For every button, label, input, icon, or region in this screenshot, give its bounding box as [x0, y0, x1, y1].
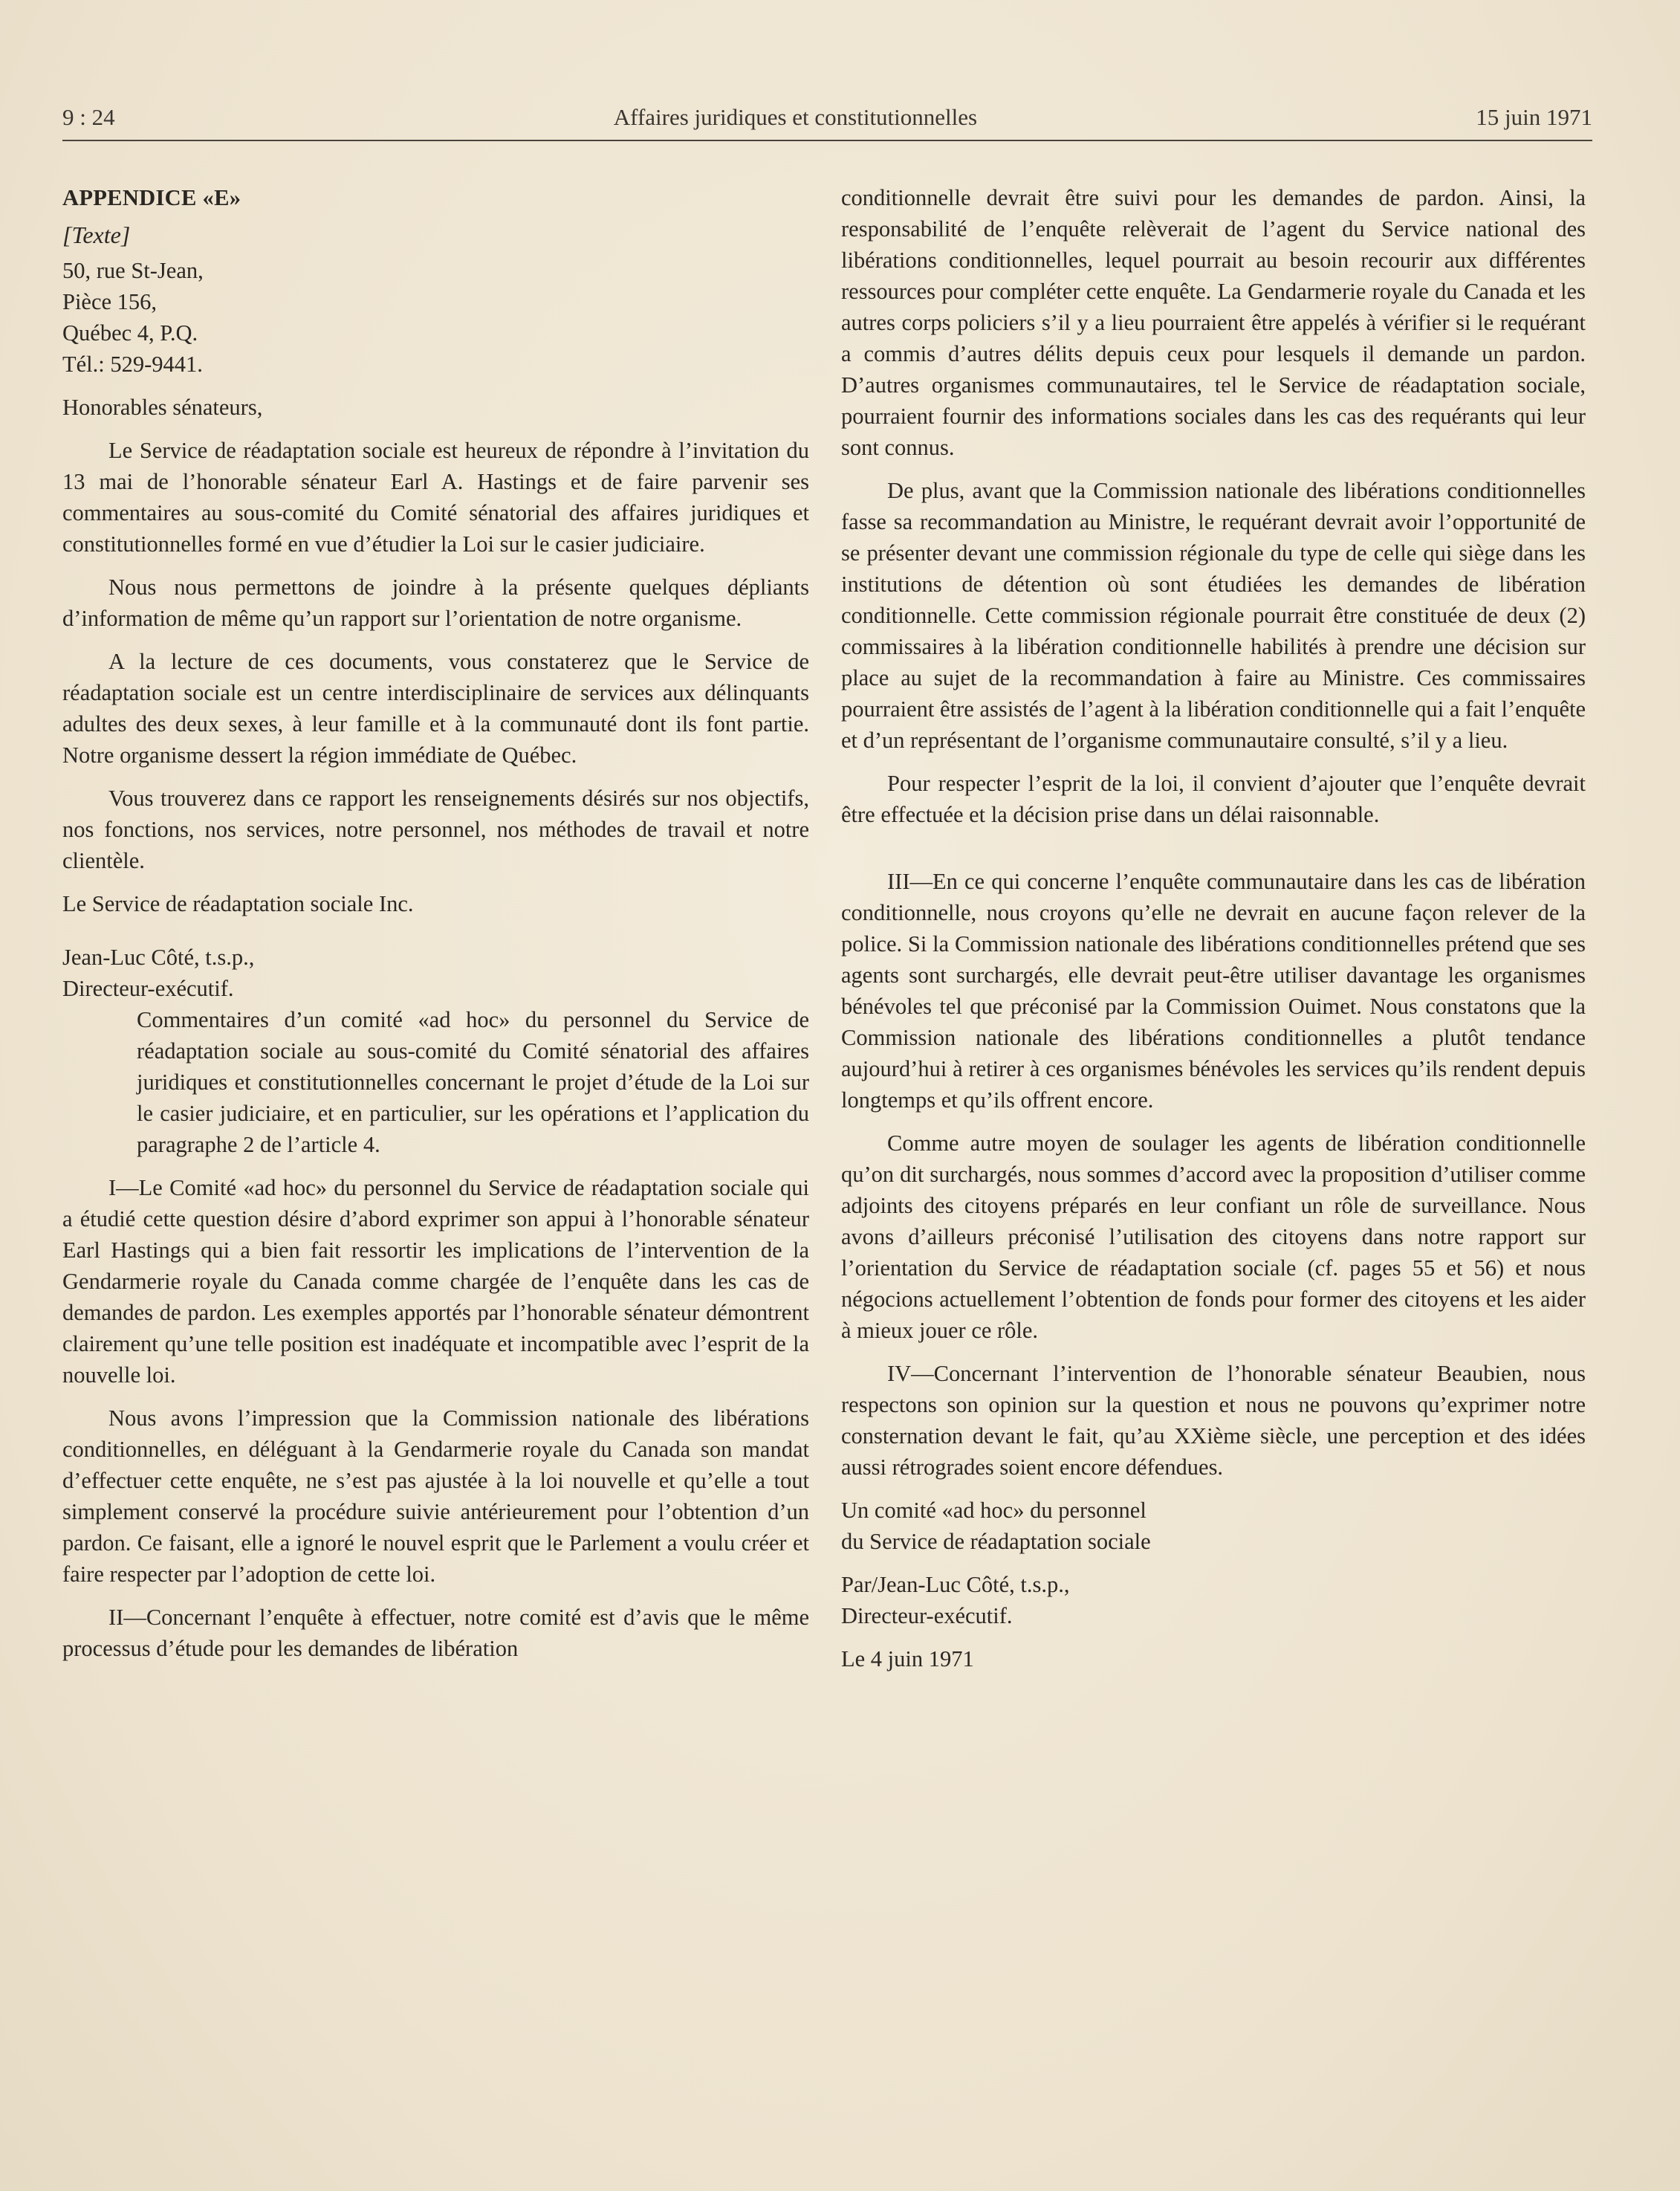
commentary-heading: Commentaires d’un comité «ad hoc» du personnel du Service de réadaptation sociale au sous-comité du Comité sénatorial des affaires juridiques et constitutionnelles concernant le projet d’étude de la Loi sur le casier judiciaire, et en particulier, sur les opérations et l’application du paragraphe 2 de l’article 4.: [137, 1007, 809, 1157]
closing-title: Directeur-exécutif.: [841, 1603, 1013, 1628]
address-line: 50, rue St-Jean,: [62, 258, 204, 283]
paragraph: II—Concernant l’enquête à effectuer, notre comité est d’avis que le même processus d’étude pour les demandes de libération: [62, 1605, 809, 1661]
paragraph: Le Service de réadaptation sociale est heureux de répondre à l’invitation du 13 mai de l’honorable sénateur Earl A. Hastings et de faire parvenir ses commentaires au sous-comité du Comité sénatorial des affaires juridiques et constitutionnelles formé en vue d’étudier la Loi sur le casier judiciaire.: [62, 438, 809, 557]
paragraph: Nous nous permettons de joindre à la présente quelques dépliants d’information de même qu’un rapport sur l’orientation de notre organisme.: [62, 575, 809, 631]
paragraph: A la lecture de ces documents, vous constaterez que le Service de réadaptation sociale est un centre interdisciplinaire de services aux délinquants adultes des deux sexes, à leur famille et à la communauté dont ils font partie. Notre organisme dessert la région immédiate de Québec.: [62, 649, 809, 768]
texte-label: [Texte]: [62, 221, 131, 248]
signer-name: Jean-Luc Côté, t.s.p.,: [62, 945, 255, 970]
closing-line: Un comité «ad hoc» du personnel: [841, 1498, 1147, 1523]
right-column: [841, 182, 1586, 1674]
paragraph: conditionnelle devrait être suivi pour les demandes de pardon. Ainsi, la responsabilité de l’enquête relèverait de l’agent du Service national des libérations conditionnelles, lequel pourrait au besoin recourir aux différentes ressources pour compléter cette enquête. La Gendarmerie royale du Canada et les autres corps policiers s’il y a lieu pourraient être appelés à vérifier si le requérant a commis d’autres délits depuis ceux pour lesquels il demande un pardon. D’autres organismes communautaires, tel le Service de réadaptation sociale, pourraient fournir des informations sociales dans les cas des requérants qui leur sont connus.: [841, 185, 1586, 460]
closing-signer: Par/Jean-Luc Côté, t.s.p.,: [841, 1572, 1070, 1597]
salutation: Honorables sénateurs,: [62, 395, 263, 420]
appendix-title: APPENDICE «E»: [62, 185, 241, 210]
address-line: Pièce 156,: [62, 289, 158, 314]
address-block: [62, 255, 809, 380]
closing-line: du Service de réadaptation sociale: [841, 1529, 1151, 1554]
running-title: Affaires juridiques et constitutionnelles: [613, 104, 978, 130]
paragraph: I—Le Comité «ad hoc» du personnel du Service de réadaptation sociale qui a étudié cette question désire d’abord exprimer son appui à l’honorable sénateur Earl Hastings qui a bien fait ressortir les implications de l’intervention de la Gendarmerie royale du Canada comme chargée de l’enquête dans les cas de demandes de pardon. Les exemples apportés par l’honorable sénateur démontrent clairement qu’une telle position est inadéquate et incompatible avec l’esprit de la nouvelle loi.: [62, 1175, 809, 1388]
page-number: 9 : 24: [62, 104, 115, 130]
paragraph: III—En ce qui concerne l’enquête communautaire dans les cas de libération conditionnelle, nous croyons qu’elle ne devrait en aucune façon relever de la police. Si la Commission nationale des libérations conditionnelles prétend que ses agents sont surchargés, elle devrait peut-être utiliser davantage les organismes bénévoles tel que préconisé par la Commission Ouimet. Nous constatons que la Commission nationale des libérations conditionnelles a plutôt tendance aujourd’hui à retirer à ces organismes bénévoles les services qu’ils rendent depuis longtemps et qu’ils offrent encore.: [841, 869, 1586, 1113]
address-line: Québec 4, P.Q.: [62, 320, 198, 346]
header-date: 15 juin 1971: [1476, 104, 1592, 130]
left-column: [62, 182, 809, 1664]
paragraph: Pour respecter l’esprit de la loi, il convient d’ajouter que l’enquête devrait être effectuée et la décision prise dans un délai raisonnable.: [841, 771, 1586, 827]
closing-date: Le 4 juin 1971: [841, 1646, 974, 1671]
signer-title: Directeur-exécutif.: [62, 976, 234, 1001]
paragraph: Comme autre moyen de soulager les agents de libération conditionnelle qu’on dit surchargés, nous sommes d’accord avec la proposition d’utiliser comme adjoints des citoyens préparés en leur confiant un rôle de surveillance. Nous avons d’ailleurs préconisé l’utilisation des citoyens dans notre rapport sur l’orientation du Service de réadaptation sociale (cf. pages 55 et 56) et nous négocions actuellement l’obtention de fonds pour former des citoyens et les aider à mieux jouer ce rôle.: [841, 1130, 1586, 1343]
paragraph: De plus, avant que la Commission nationale des libérations conditionnelles fasse sa recommandation au Ministre, le requérant devrait avoir l’opportunité de se présenter devant une commission régionale du type de celle qui siège dans les institutions de détention où sont étudiées les demandes de libération conditionnelle. Cette commission régionale pourrait être constituée de deux (2) commissaires à la libération conditionnelle habilités à prendre une décision sur place au sujet de la recommandation à faire au Ministre. Ces commissaires pourraient être assistés de l’agent à la libération conditionnelle qui a fait l’enquête et d’un représentant de l’organisme communautaire consulté, s’il y a lieu.: [841, 478, 1586, 753]
paragraph: Nous avons l’impression que la Commission nationale des libérations conditionnelles, en déléguant à la Gendarmerie royale du Canada son mandat d’effectuer cette enquête, ne s’est pas ajustée à la loi nouvelle et qu’elle a tout simplement conservé la procédure suivie antérieurement pour l’obtention d’un pardon. Ce faisant, elle a ignoré le nouvel esprit que le Parlement a voulu créer et faire respecter par l’adoption de cette loi.: [62, 1405, 809, 1587]
page-header: [62, 104, 1592, 140]
header-rule: [62, 140, 1592, 141]
address-line: Tél.: 529-9441.: [62, 352, 203, 377]
paragraph: IV—Concernant l’intervention de l’honorable sénateur Beaubien, nous respectons son opinion sur la question et nous ne pouvons qu’exprimer notre consternation devant le fait, qu’au XXième siècle, une perception et des idées aussi rétrogrades soient encore défendues.: [841, 1361, 1586, 1480]
paragraph: Vous trouverez dans ce rapport les renseignements désirés sur nos objectifs, nos fonctions, nos services, notre personnel, nos méthodes de travail et notre clientèle.: [62, 786, 809, 873]
organization-name: Le Service de réadaptation sociale Inc.: [62, 891, 414, 916]
